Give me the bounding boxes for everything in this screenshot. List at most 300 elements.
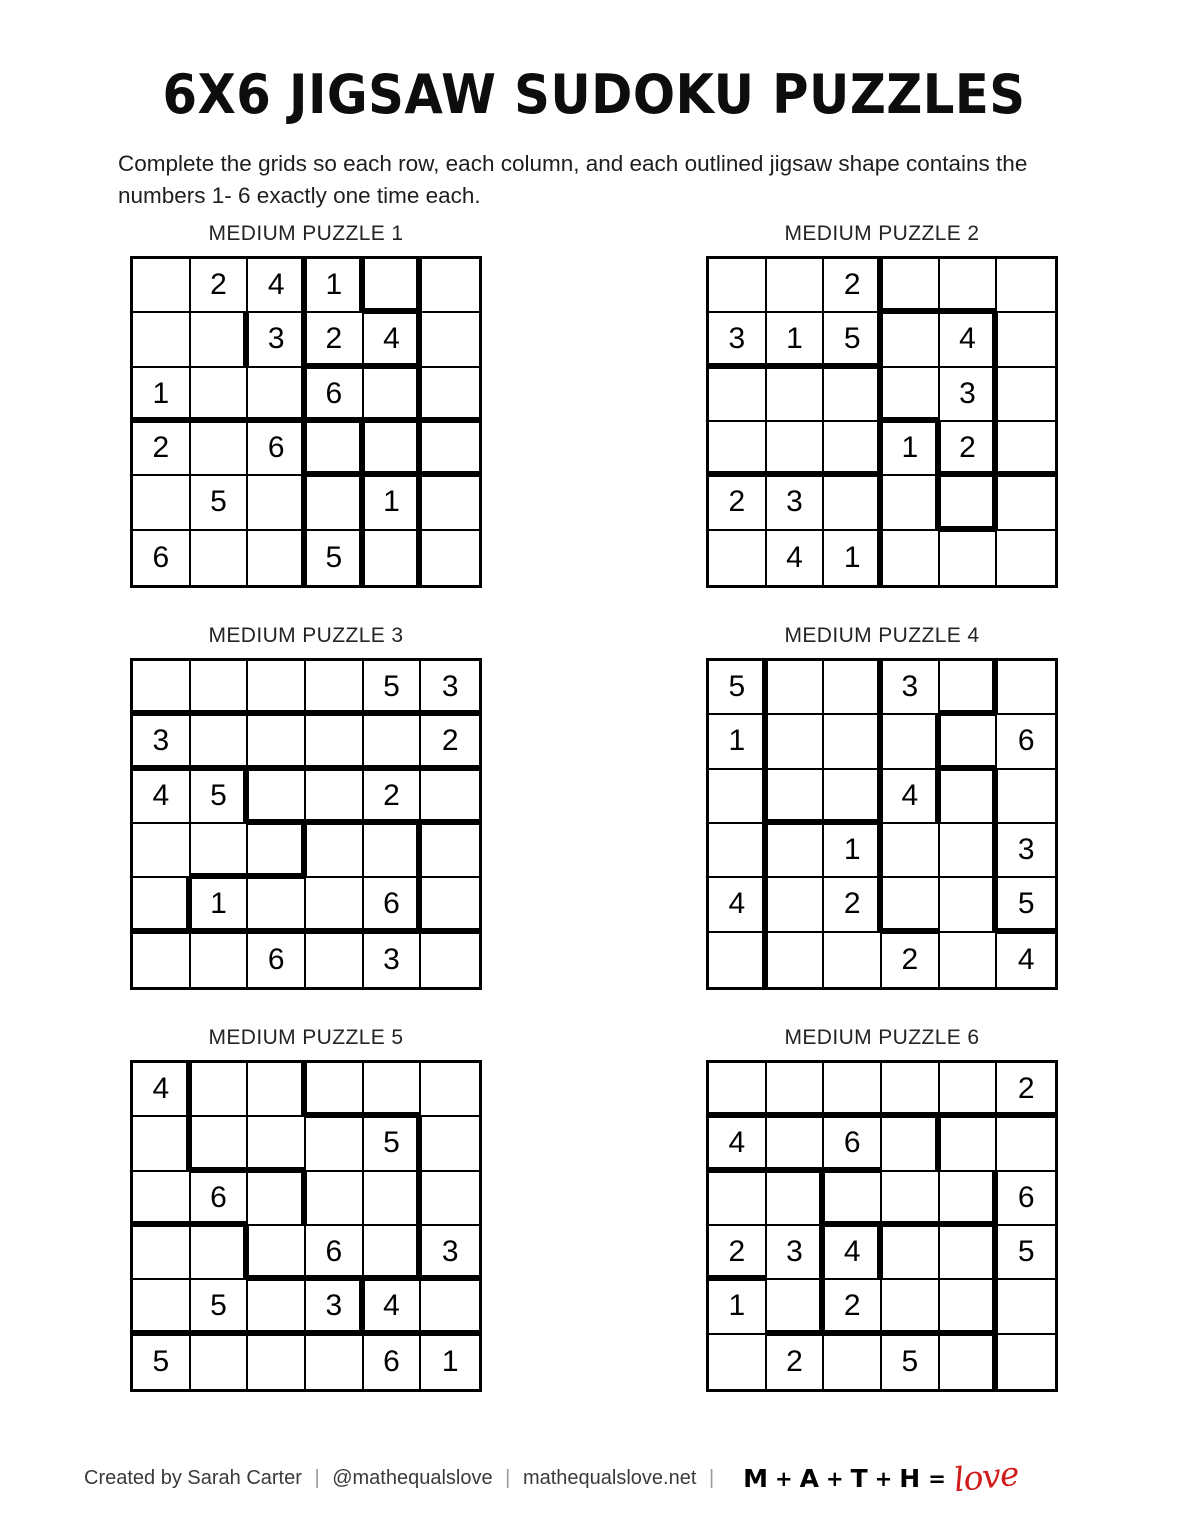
sudoku-cell[interactable] <box>306 1172 364 1226</box>
sudoku-cell[interactable] <box>364 824 422 878</box>
sudoku-cell[interactable] <box>709 1172 767 1226</box>
given-number: 1 <box>786 322 803 356</box>
sudoku-cell[interactable] <box>997 770 1055 824</box>
given-number: 6 <box>1017 724 1035 758</box>
sudoku-cell[interactable] <box>248 422 306 476</box>
plus-icon: + <box>826 1466 844 1491</box>
page-title: 6X6 JIGSAW SUDOKU PUZZLES <box>162 63 1026 126</box>
sudoku-cell[interactable] <box>421 661 479 715</box>
sudoku-cell[interactable] <box>248 531 306 585</box>
sudoku-cell[interactable] <box>824 368 882 422</box>
sudoku-cell[interactable] <box>191 1117 249 1171</box>
sudoku-cell[interactable] <box>767 1172 825 1226</box>
sudoku-cell[interactable] <box>364 1226 422 1280</box>
sudoku-cell[interactable] <box>133 661 191 715</box>
sudoku-cell[interactable] <box>133 770 191 824</box>
sudoku-cell[interactable] <box>767 933 825 987</box>
sudoku-cell[interactable] <box>421 1335 479 1389</box>
given-number: 1 <box>210 887 227 921</box>
sudoku-cell[interactable] <box>709 770 767 824</box>
sudoku-cell[interactable] <box>306 476 364 530</box>
sudoku-cell[interactable] <box>824 1226 882 1280</box>
sudoku-cell[interactable] <box>133 1335 191 1389</box>
given-number: 3 <box>441 1235 459 1269</box>
sudoku-cell[interactable] <box>306 933 364 987</box>
sudoku-cell[interactable] <box>191 368 249 422</box>
given-number: 3 <box>786 485 803 519</box>
given-number: 2 <box>959 431 976 465</box>
sudoku-cell[interactable] <box>824 531 882 585</box>
sudoku-cell[interactable] <box>421 368 479 422</box>
sudoku-cell[interactable] <box>248 933 306 987</box>
sudoku-cell[interactable] <box>882 531 940 585</box>
given-number: 4 <box>843 1235 861 1269</box>
given-number: 2 <box>325 322 343 356</box>
given-number: 3 <box>267 322 285 356</box>
sudoku-cell[interactable] <box>421 531 479 585</box>
sudoku-cell[interactable] <box>133 1226 191 1280</box>
puzzle-6 <box>706 1026 1058 1392</box>
sudoku-cell[interactable] <box>882 259 940 313</box>
sudoku-cell[interactable] <box>940 770 998 824</box>
given-number: 6 <box>267 431 285 465</box>
sudoku-cell[interactable] <box>191 661 249 715</box>
sudoku-cell[interactable] <box>767 1226 825 1280</box>
credit-separator-1: | <box>314 1467 320 1489</box>
given-number: 1 <box>728 724 746 758</box>
sudoku-cell[interactable] <box>306 1063 364 1117</box>
sudoku-cell[interactable] <box>824 878 882 932</box>
sudoku-cell[interactable] <box>191 422 249 476</box>
sudoku-cell[interactable] <box>421 259 479 313</box>
sudoku-cell[interactable] <box>133 933 191 987</box>
sudoku-cell[interactable] <box>709 259 767 313</box>
puzzle-5 <box>130 1026 482 1392</box>
puzzle-title: MEDIUM PUZZLE 6 <box>784 1026 980 1049</box>
sudoku-cell[interactable] <box>306 1335 364 1389</box>
sudoku-cell[interactable] <box>306 824 364 878</box>
given-number: 5 <box>210 485 227 519</box>
sudoku-cell[interactable] <box>882 1117 940 1171</box>
given-number: 3 <box>441 670 459 704</box>
sudoku-cell[interactable] <box>824 1063 882 1117</box>
sudoku-cell[interactable] <box>882 715 940 769</box>
sudoku-cell[interactable] <box>824 259 882 313</box>
sudoku-cell[interactable] <box>997 368 1055 422</box>
sudoku-grid[interactable] <box>706 256 1058 588</box>
sudoku-cell[interactable] <box>306 259 364 313</box>
sudoku-cell[interactable] <box>191 824 249 878</box>
credit-author: Created by Sarah Carter <box>84 1467 302 1489</box>
sudoku-cell[interactable] <box>133 368 191 422</box>
puzzle-title: MEDIUM PUZZLE 5 <box>208 1026 404 1049</box>
sudoku-cell[interactable] <box>364 1335 422 1389</box>
sudoku-cell[interactable] <box>306 1117 364 1171</box>
given-number: 2 <box>210 268 227 302</box>
sudoku-cell[interactable] <box>767 476 825 530</box>
given-number: 6 <box>1017 1180 1035 1214</box>
given-number: 3 <box>959 376 976 410</box>
sudoku-cell[interactable] <box>767 531 825 585</box>
sudoku-cell[interactable] <box>191 313 249 367</box>
sudoku-cell[interactable] <box>133 824 191 878</box>
credit-separator-2: | <box>505 1467 511 1489</box>
sudoku-cell[interactable] <box>421 715 479 769</box>
sudoku-cell[interactable] <box>133 313 191 367</box>
sudoku-cell[interactable] <box>940 476 998 530</box>
sudoku-cell[interactable] <box>824 770 882 824</box>
sudoku-cell[interactable] <box>767 313 825 367</box>
given-number: 2 <box>786 1344 803 1378</box>
sudoku-cell[interactable] <box>940 824 998 878</box>
sudoku-cell[interactable] <box>364 715 422 769</box>
sudoku-cell[interactable] <box>248 1063 306 1117</box>
given-number: 1 <box>843 833 861 867</box>
given-number: 4 <box>901 778 919 812</box>
given-number: 3 <box>383 942 400 976</box>
given-number: 6 <box>843 1126 861 1160</box>
sudoku-cell[interactable] <box>997 1063 1055 1117</box>
sudoku-cell[interactable] <box>882 1335 940 1389</box>
math-equals-love-logo <box>743 1453 1021 1500</box>
sudoku-cell[interactable] <box>940 1063 998 1117</box>
sudoku-cell[interactable] <box>364 933 422 987</box>
sudoku-cell[interactable] <box>940 715 998 769</box>
sudoku-cell[interactable] <box>191 1063 249 1117</box>
sudoku-cell[interactable] <box>997 824 1055 878</box>
sudoku-cell[interactable] <box>191 1335 249 1389</box>
sudoku-cell[interactable] <box>248 476 306 530</box>
given-number: 4 <box>728 887 746 921</box>
given-number: 1 <box>843 540 861 574</box>
sudoku-cell[interactable] <box>709 824 767 878</box>
instructions-line-1: Complete the grids so each row, each column, and each outlined jigsaw shape <box>118 151 900 176</box>
sudoku-cell[interactable] <box>767 422 825 476</box>
given-number: 6 <box>383 887 400 921</box>
sudoku-cell[interactable] <box>191 1226 249 1280</box>
sudoku-cell[interactable] <box>306 422 364 476</box>
sudoku-cell[interactable] <box>882 476 940 530</box>
sudoku-cell[interactable] <box>709 422 767 476</box>
given-number: 3 <box>901 670 919 704</box>
sudoku-cell[interactable] <box>364 661 422 715</box>
sudoku-cell[interactable] <box>364 313 422 367</box>
sudoku-cell[interactable] <box>191 878 249 932</box>
given-number: 4 <box>728 1126 746 1160</box>
sudoku-cell[interactable] <box>364 1280 422 1334</box>
sudoku-cell[interactable] <box>824 313 882 367</box>
sudoku-cell[interactable] <box>767 715 825 769</box>
logo-love-script: love <box>951 1453 1021 1500</box>
given-number: 4 <box>152 778 170 812</box>
sudoku-cell[interactable] <box>882 1226 940 1280</box>
sudoku-cell[interactable] <box>997 531 1055 585</box>
sudoku-cell[interactable] <box>421 1280 479 1334</box>
sudoku-cell[interactable] <box>940 422 998 476</box>
sudoku-cell[interactable] <box>767 1280 825 1334</box>
sudoku-cell[interactable] <box>306 531 364 585</box>
sudoku-cell[interactable] <box>191 1172 249 1226</box>
sudoku-cell[interactable] <box>133 1117 191 1171</box>
sudoku-cell[interactable] <box>191 1280 249 1334</box>
sudoku-cell[interactable] <box>248 661 306 715</box>
sudoku-cell[interactable] <box>421 933 479 987</box>
given-number: 3 <box>728 322 746 356</box>
sudoku-cell[interactable] <box>824 661 882 715</box>
given-number: 1 <box>152 376 170 410</box>
sudoku-cell[interactable] <box>997 661 1055 715</box>
sudoku-cell[interactable] <box>709 1117 767 1171</box>
sudoku-grid[interactable] <box>130 256 482 588</box>
sudoku-cell[interactable] <box>882 1280 940 1334</box>
sudoku-cell[interactable] <box>191 476 249 530</box>
sudoku-cell[interactable] <box>767 661 825 715</box>
sudoku-cell[interactable] <box>940 1335 998 1389</box>
sudoku-cell[interactable] <box>882 878 940 932</box>
sudoku-cell[interactable] <box>306 1226 364 1280</box>
plus-icon: + <box>775 1466 793 1491</box>
sudoku-cell[interactable] <box>997 1280 1055 1334</box>
sudoku-cell[interactable] <box>191 770 249 824</box>
credit-line <box>84 1467 721 1490</box>
sudoku-grid[interactable] <box>130 1060 482 1392</box>
sudoku-cell[interactable] <box>940 1280 998 1334</box>
sudoku-cell[interactable] <box>997 259 1055 313</box>
sudoku-cell[interactable] <box>997 1335 1055 1389</box>
sudoku-cell[interactable] <box>882 1172 940 1226</box>
sudoku-cell[interactable] <box>133 531 191 585</box>
sudoku-cell[interactable] <box>306 661 364 715</box>
sudoku-cell[interactable] <box>248 715 306 769</box>
sudoku-cell[interactable] <box>997 1226 1055 1280</box>
sudoku-cell[interactable] <box>997 422 1055 476</box>
sudoku-cell[interactable] <box>133 422 191 476</box>
sudoku-cell[interactable] <box>882 933 940 987</box>
equals-icon: = <box>928 1466 946 1491</box>
sudoku-cell[interactable] <box>364 531 422 585</box>
credit-separator-3: | <box>708 1467 715 1489</box>
sudoku-cell[interactable] <box>940 1226 998 1280</box>
sudoku-cell[interactable] <box>364 368 422 422</box>
sudoku-cell[interactable] <box>940 661 998 715</box>
sudoku-cell[interactable] <box>248 1117 306 1171</box>
sudoku-cell[interactable] <box>997 1172 1055 1226</box>
sudoku-cell[interactable] <box>709 1335 767 1389</box>
logo-letter-t: T <box>850 1464 868 1493</box>
given-number: 2 <box>383 778 400 812</box>
given-number: 1 <box>325 268 343 302</box>
sudoku-cell[interactable] <box>709 661 767 715</box>
instructions <box>0 122 1188 212</box>
logo-letter-h: H <box>899 1464 921 1493</box>
given-number: 1 <box>441 1344 459 1378</box>
sudoku-grid[interactable] <box>706 658 1058 990</box>
sudoku-cell[interactable] <box>824 422 882 476</box>
sudoku-cell[interactable] <box>364 770 422 824</box>
sudoku-cell[interactable] <box>882 1063 940 1117</box>
sudoku-cell[interactable] <box>709 1063 767 1117</box>
sudoku-cell[interactable] <box>824 824 882 878</box>
sudoku-cell[interactable] <box>940 313 998 367</box>
sudoku-cell[interactable] <box>133 259 191 313</box>
sudoku-cell[interactable] <box>191 531 249 585</box>
sudoku-cell[interactable] <box>824 933 882 987</box>
given-number: 6 <box>325 1235 343 1269</box>
sudoku-cell[interactable] <box>940 531 998 585</box>
sudoku-cell[interactable] <box>248 1280 306 1334</box>
sudoku-cell[interactable] <box>709 933 767 987</box>
sudoku-cell[interactable] <box>364 476 422 530</box>
sudoku-cell[interactable] <box>248 368 306 422</box>
sudoku-cell[interactable] <box>421 1172 479 1226</box>
sudoku-cell[interactable] <box>767 368 825 422</box>
sudoku-cell[interactable] <box>997 933 1055 987</box>
sudoku-cell[interactable] <box>364 1172 422 1226</box>
sudoku-cell[interactable] <box>767 824 825 878</box>
sudoku-cell[interactable] <box>248 259 306 313</box>
sudoku-cell[interactable] <box>421 476 479 530</box>
given-number: 2 <box>152 431 170 465</box>
given-number: 4 <box>1017 942 1035 976</box>
puzzle-title: MEDIUM PUZZLE 3 <box>208 624 404 647</box>
sudoku-cell[interactable] <box>709 878 767 932</box>
sudoku-cell[interactable] <box>709 1226 767 1280</box>
sudoku-cell[interactable] <box>306 715 364 769</box>
sudoku-cell[interactable] <box>306 313 364 367</box>
sudoku-cell[interactable] <box>421 313 479 367</box>
sudoku-cell[interactable] <box>364 422 422 476</box>
sudoku-cell[interactable] <box>824 715 882 769</box>
sudoku-cell[interactable] <box>709 1280 767 1334</box>
sudoku-cell[interactable] <box>709 531 767 585</box>
sudoku-cell[interactable] <box>133 715 191 769</box>
sudoku-grid[interactable] <box>706 1060 1058 1392</box>
sudoku-cell[interactable] <box>940 259 998 313</box>
sudoku-cell[interactable] <box>191 933 249 987</box>
sudoku-cell[interactable] <box>767 1063 825 1117</box>
sudoku-cell[interactable] <box>882 770 940 824</box>
sudoku-cell[interactable] <box>364 878 422 932</box>
puzzle-row-3 <box>0 1026 1188 1392</box>
sudoku-cell[interactable] <box>248 313 306 367</box>
sudoku-cell[interactable] <box>421 1117 479 1171</box>
sudoku-cell[interactable] <box>306 770 364 824</box>
sudoku-cell[interactable] <box>940 1172 998 1226</box>
given-number: 4 <box>383 1289 400 1323</box>
sudoku-cell[interactable] <box>882 313 940 367</box>
sudoku-cell[interactable] <box>767 1335 825 1389</box>
plus-icon: + <box>874 1466 893 1491</box>
sudoku-cell[interactable] <box>882 661 940 715</box>
sudoku-cell[interactable] <box>882 368 940 422</box>
credit-handle[interactable]: @mathequalslove <box>332 1467 493 1489</box>
sudoku-cell[interactable] <box>133 1280 191 1334</box>
sudoku-cell[interactable] <box>248 1226 306 1280</box>
sudoku-cell[interactable] <box>882 422 940 476</box>
sudoku-cell[interactable] <box>767 770 825 824</box>
credit-website[interactable]: mathequalslove.net <box>522 1467 697 1489</box>
sudoku-cell[interactable] <box>364 1117 422 1171</box>
sudoku-cell[interactable] <box>824 1280 882 1334</box>
sudoku-cell[interactable] <box>248 770 306 824</box>
given-number: 2 <box>728 485 746 519</box>
sudoku-cell[interactable] <box>940 1117 998 1171</box>
sudoku-cell[interactable] <box>421 770 479 824</box>
sudoku-cell[interactable] <box>709 715 767 769</box>
sudoku-cell[interactable] <box>767 259 825 313</box>
sudoku-cell[interactable] <box>421 1063 479 1117</box>
given-number: 3 <box>325 1289 343 1323</box>
sudoku-cell[interactable] <box>248 1335 306 1389</box>
given-number: 5 <box>843 322 861 356</box>
sudoku-cell[interactable] <box>133 1172 191 1226</box>
sudoku-cell[interactable] <box>306 368 364 422</box>
sudoku-cell[interactable] <box>940 368 998 422</box>
given-number: 5 <box>383 670 400 704</box>
puzzle-row-1 <box>0 222 1188 588</box>
sudoku-cell[interactable] <box>997 715 1055 769</box>
sudoku-cell[interactable] <box>824 1172 882 1226</box>
given-number: 4 <box>786 540 803 574</box>
sudoku-cell[interactable] <box>248 878 306 932</box>
sudoku-cell[interactable] <box>306 878 364 932</box>
sudoku-cell[interactable] <box>824 476 882 530</box>
sudoku-cell[interactable] <box>824 1335 882 1389</box>
given-number: 1 <box>728 1289 746 1323</box>
sudoku-cell[interactable] <box>191 715 249 769</box>
given-number: 5 <box>325 540 343 574</box>
sudoku-cell[interactable] <box>133 1063 191 1117</box>
footer <box>84 1453 1104 1500</box>
sudoku-cell[interactable] <box>767 878 825 932</box>
sudoku-cell[interactable] <box>997 878 1055 932</box>
puzzle-1 <box>130 222 482 588</box>
sudoku-cell[interactable] <box>133 878 191 932</box>
sudoku-cell[interactable] <box>997 1117 1055 1171</box>
instructions-line-2: contains the numbers 1- 6 exactly one time each. <box>118 151 1028 208</box>
sudoku-cell[interactable] <box>364 259 422 313</box>
sudoku-cell[interactable] <box>767 1117 825 1171</box>
sudoku-cell[interactable] <box>997 476 1055 530</box>
puzzle-row-2 <box>0 624 1188 990</box>
given-number: 4 <box>267 268 285 302</box>
sudoku-cell[interactable] <box>306 1280 364 1334</box>
given-number: 5 <box>210 1289 227 1323</box>
sudoku-cell[interactable] <box>421 422 479 476</box>
sudoku-cell[interactable] <box>940 933 998 987</box>
sudoku-cell[interactable] <box>421 824 479 878</box>
puzzle-title: MEDIUM PUZZLE 4 <box>784 624 980 647</box>
given-number: 2 <box>843 1289 861 1323</box>
sudoku-cell[interactable] <box>824 1117 882 1171</box>
sudoku-cell[interactable] <box>133 476 191 530</box>
sudoku-cell[interactable] <box>191 259 249 313</box>
sudoku-cell[interactable] <box>364 1063 422 1117</box>
sudoku-cell[interactable] <box>882 824 940 878</box>
sudoku-cell[interactable] <box>940 878 998 932</box>
sudoku-cell[interactable] <box>248 1172 306 1226</box>
sudoku-cell[interactable] <box>709 368 767 422</box>
given-number: 2 <box>1017 1072 1035 1106</box>
sudoku-cell[interactable] <box>248 824 306 878</box>
sudoku-cell[interactable] <box>997 313 1055 367</box>
sudoku-cell[interactable] <box>709 476 767 530</box>
sudoku-cell[interactable] <box>421 878 479 932</box>
sudoku-cell[interactable] <box>709 313 767 367</box>
given-number: 5 <box>1017 887 1035 921</box>
sudoku-cell[interactable] <box>421 1226 479 1280</box>
sudoku-grid[interactable] <box>130 658 482 990</box>
